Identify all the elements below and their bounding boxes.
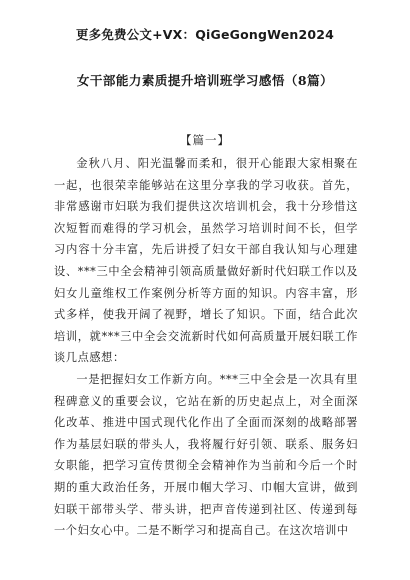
document-body	[54, 153, 358, 542]
promo-header: 更多免费公文+VX：QiGeGongWen2024	[75, 27, 335, 42]
paragraph: 一是把握妇女工作新方向。***三中全会是一次具有里程碑意义的重要会议，它站在新的历史起点上，对全面深化改革、推进中国式现代化作出了全面而深刻的战略部署作为基层妇联的带头人，我将履行好引领、联系、服务妇女职能，把学习宣传贯彻全会精神作为当前和今后一个时期的重大政治任务，开展巾帼大学习、巾帼大宣讲，做到妇联干部带头学、带头讲，把声音传递到社区、传递到每一个妇女心中。二是不断学习和提高自己。在这次培训中	[54, 372, 358, 538]
paragraph: 金秋八月、阳光温馨而柔和，很开心能跟大家相聚在一起，也很荣幸能够站在这里分享我的学习收获。首先，非常感谢市妇联为我们提供这次培训机会，我十分珍惜这次短暂而难得的学习机会，虽然学习培训时间不长，但学习内容十分丰富，先后讲授了妇女干部自我认知与心理建设、***三中全会精神引领高质量做好新时代妇联工作以及妇女儿童维权工作案例分析等方面的知识。内容丰富，形式多样，使我开阔了视野，增长了知识。下面，结合此次培训，就***三中全会交流新时代如何高质量开展妇联工作谈几点感想：	[54, 157, 358, 365]
document-title: 女干部能力素质提升培训班学习感悟（8篇）	[76, 73, 334, 88]
section-label: 【篇一】	[180, 133, 230, 147]
